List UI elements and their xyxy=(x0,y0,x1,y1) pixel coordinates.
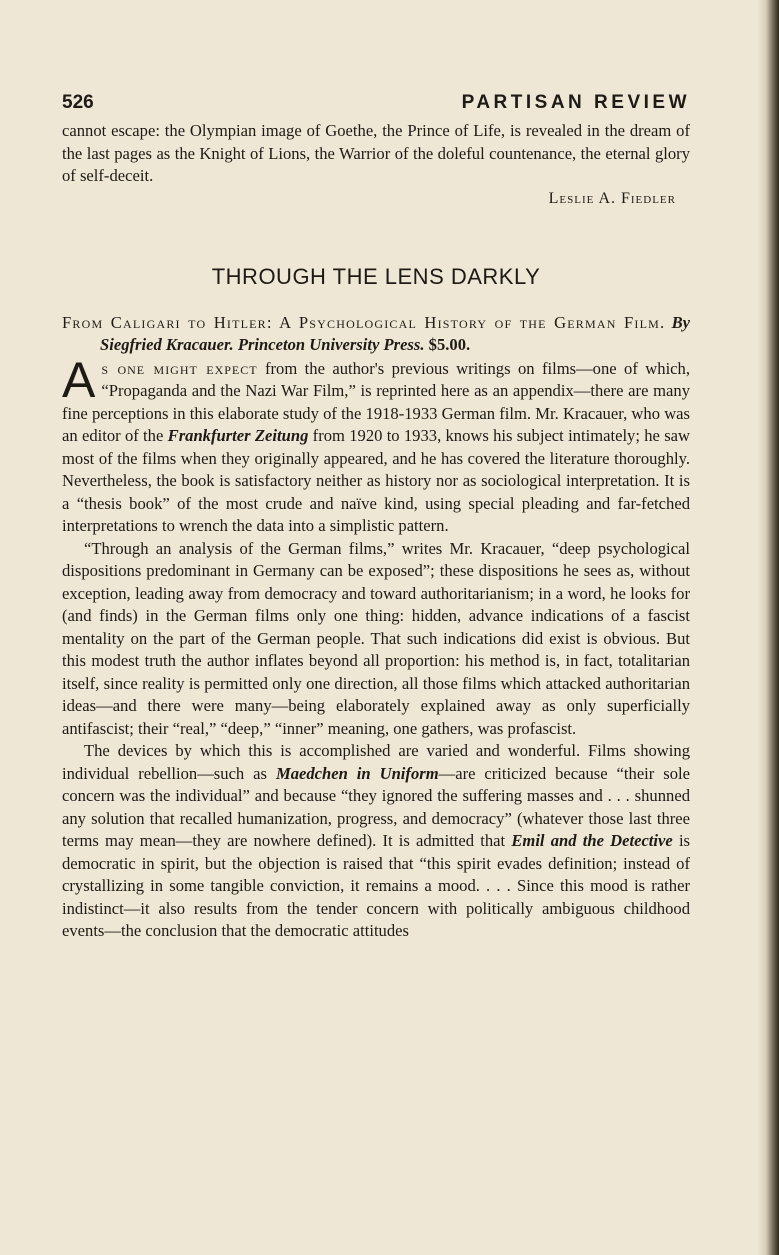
paragraph-text: —are criticized because “their sole concern was the individual” and because “they ignored the suffering masses and . . . shunned any solution that recalled humanization, progress, and democracy” (whatever those last three terms may mean—they are nowhere defined). It is admitted that xyxy=(62,763,691,850)
review-paragraph-2: “Through an analysis of the German films,” writes Mr. Kracauer, “deep psychological dispositions predominant in Germany can be exposed”; these dispositions he sees as, without exception, leading away from democracy and toward authoritarianism; in a word, he looks for (and finds) in the German films only one thing: hidden, advance indications of a fascist mentality on the part of the German people. That such indications did exist is obvious. But this modest truth the author inflates beyond all proportion: his method is, in fact, totalitarian itself, since reality is permitted only one direction, all those films which attacked authoritarian ideas—and there were many—being elaborately explained away as only superficially antifascist; their “real,” “deep,” “inner” meaning, one gathers, was profascist. xyxy=(62,538,690,738)
book-price: $5.00. xyxy=(428,335,471,354)
previous-review-author: Leslie A. Fiedler xyxy=(548,189,676,207)
paragraph-text: from 1920 to 1933, knows his subject intimately; he saw most of the films when they originally appeared, and he has covered the literature thoroughly. Nevertheless, the book is satisfactory neither as history nor as sociological interpretation. It is a “thesis book” of the most crude and naïve kind, using special pleading and far-fetched interpretations to wrench the data into a simplistic pattern. xyxy=(62,426,691,535)
book-title: From Caligari to Hitler: A Psychological History of the German Film. xyxy=(62,312,666,332)
paragraph-text: The devices by which this is accomplished are varied and wonderful. Films showing individual rebellion—such as xyxy=(62,741,690,783)
film-title: Maedchen in Uniform xyxy=(275,763,439,783)
book-byline: By Siegfried Kracauer. Princeton University Press. xyxy=(100,312,691,354)
journal-title: PARTISAN REVIEW xyxy=(461,92,690,113)
running-head xyxy=(62,88,690,120)
drop-cap: A xyxy=(62,351,96,408)
previous-review-closing: cannot escape: the Olympian image of Goethe, the Prince of Life, is revealed in the dream of the last pages as the Knight of Lions, the Warrior of the doleful countenance, the eternal glory of self-deceit. xyxy=(62,121,690,185)
book-page xyxy=(62,88,690,943)
review-paragraph-3 xyxy=(62,740,690,943)
lead-in: s one might expect xyxy=(101,358,258,378)
review-title: THROUGH THE LENS DARKLY xyxy=(211,263,541,289)
film-title: Emil and the Detective xyxy=(511,831,673,850)
paragraph-text: from the author's previous writings on films—one of which, “Propaganda and the Nazi War Film,” is reprinted here as an appendix—there are many fine perceptions in this elaborate study of the 1918-1933 German film. Mr. Kracauer, who was an editor of the xyxy=(62,358,690,445)
page-number: 526 xyxy=(62,92,94,113)
book-citation xyxy=(62,312,690,357)
page-edge xyxy=(757,0,779,1255)
review-paragraph-1 xyxy=(62,351,691,538)
newspaper-title: Frankfurter Zeitung xyxy=(167,426,309,445)
paragraph-text: is democratic in spirit, but the objection is raised that “this spirit evades definition; instead of crystallizing in some tangible conviction, it remains a mood. . . . Since this mood is rather indistinct—it also results from the tender concern with politically ambiguous childhood events—the conclusion that the democratic attitudes xyxy=(62,831,691,940)
